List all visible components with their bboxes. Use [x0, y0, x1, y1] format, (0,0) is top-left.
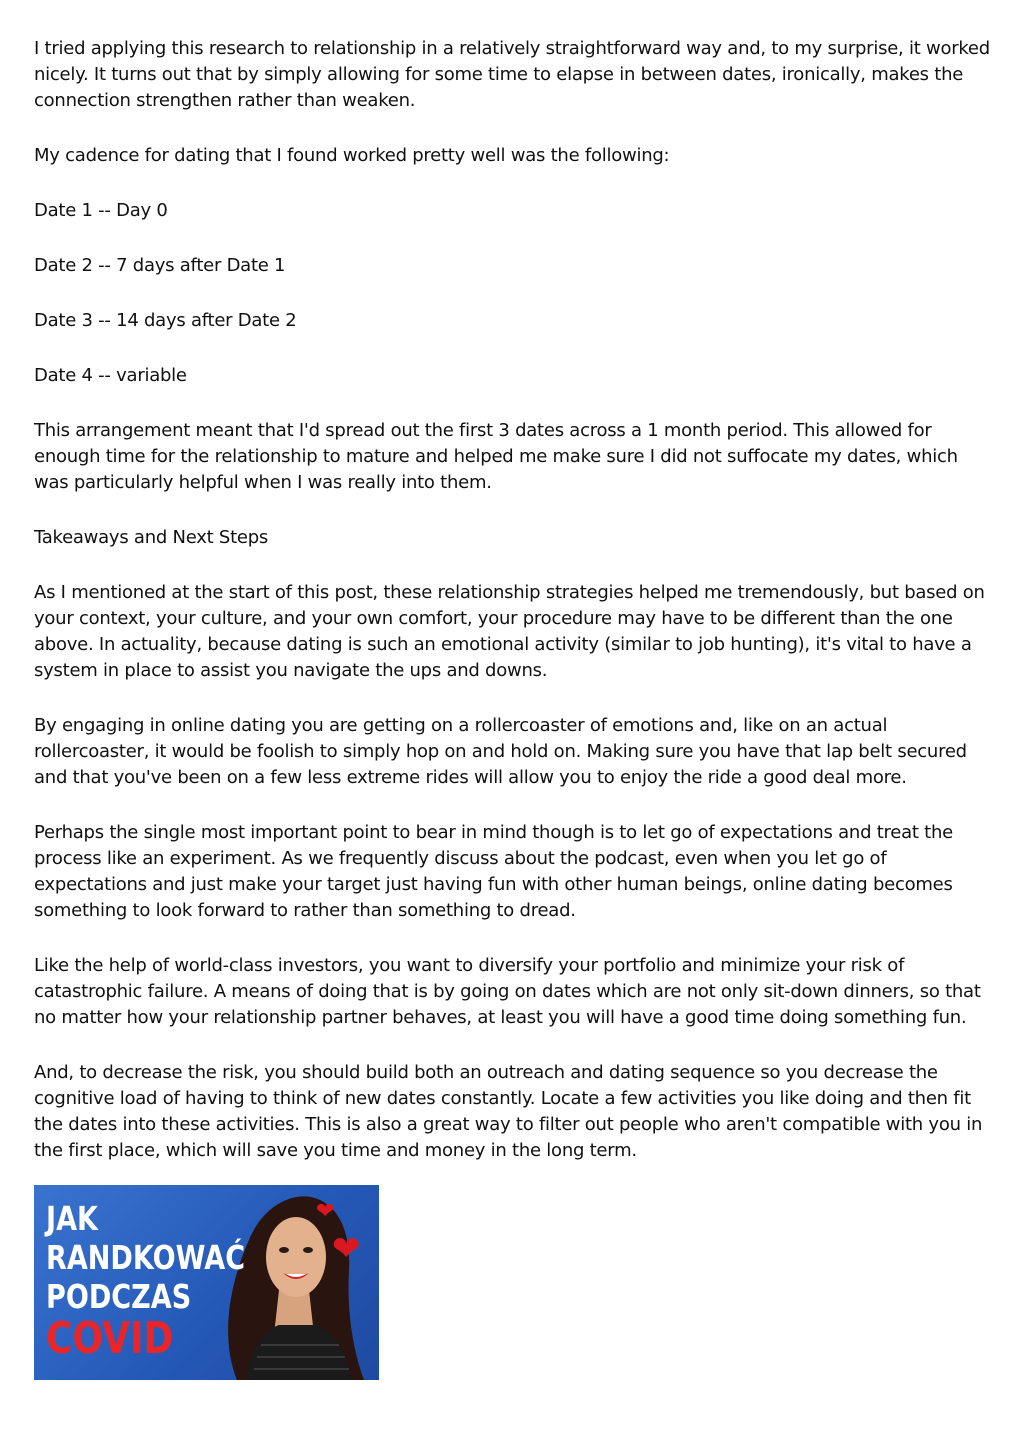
list-item: Date 1 -- Day 0 [34, 200, 168, 221]
thumbnail-title-accent: COVID [46, 1313, 174, 1364]
thumbnail-title-line: PODCZAS [46, 1277, 192, 1316]
paragraph: This arrangement meant that I'd spread out the first 3 dates across a 1 month period. This allowed for enough time for the relationship to mature and helped me make sure I did not suffocate my dates, which was particularly helpful when I was really into them. [34, 420, 958, 493]
paragraph: Perhaps the single most important point to bear in mind though is to let go of expectations and treat the process like an experiment. As we frequently discuss about the podcast, even when you let go of expectations and just make your target just having fun with other human beings, online dating becomes something to look forward to rather than something to dread. [34, 822, 953, 921]
thumbnail-title-line: RANDKOWAĆ [46, 1238, 246, 1277]
section-heading: Takeaways and Next Steps [34, 527, 269, 548]
paragraph: I tried applying this research to relationship in a relatively straightforward way and, to my surprise, it worked nicely. It turns out that by simply allowing for some time to elapse in between dates, ironically, makes the connection strengthen rather than weaken. [34, 38, 990, 111]
paragraph: And, to decrease the risk, you should build both an outreach and dating sequence so you decrease the cognitive load of having to think of new dates constantly. Locate a few activities you like doing and then fit the dates into these activities. This is also a great way to filter out people who aren't compatible with you in the first place, which will save you time and money in the long term. [34, 1062, 983, 1161]
list-item: Date 2 -- 7 days after Date 1 [34, 255, 286, 276]
thumbnail-title [46, 1199, 245, 1362]
thumbnail-title-line: JAK [46, 1199, 98, 1238]
list-item: Date 4 -- variable [34, 365, 187, 386]
article-body [34, 36, 994, 1193]
paragraph: My cadence for dating that I found worked pretty well was the following: [34, 145, 670, 166]
paragraph: By engaging in online dating you are getting on a rollercoaster of emotions and, like on an actual rollercoaster, it would be foolish to simply hop on and hold on. Making sure you have that lap belt secured and that you've been on a few less extreme rides will allow you to enjoy the ride a good deal more. [34, 715, 967, 788]
paragraph: Like the help of world-class investors, you want to diversify your portfolio and minimize your risk of catastrophic failure. A means of doing that is by going on dates which are not only sit-down dinners, so that no matter how your relationship partner behaves, at least you will have a good time doing something fun. [34, 955, 981, 1028]
heart-icon: ❤ [332, 1229, 361, 1269]
heart-icon: ❤ [316, 1199, 335, 1224]
paragraph: As I mentioned at the start of this post, these relationship strategies helped me tremendously, but based on your context, your culture, and your own comfort, your procedure may have to be different than the one above. In actuality, because dating is such an emotional activity (similar to job hunting), it's vital to have a system in place to assist you navigate the ups and downs. [34, 582, 985, 681]
list-item: Date 3 -- 14 days after Date 2 [34, 310, 297, 331]
video-thumbnail[interactable] [34, 1185, 379, 1380]
